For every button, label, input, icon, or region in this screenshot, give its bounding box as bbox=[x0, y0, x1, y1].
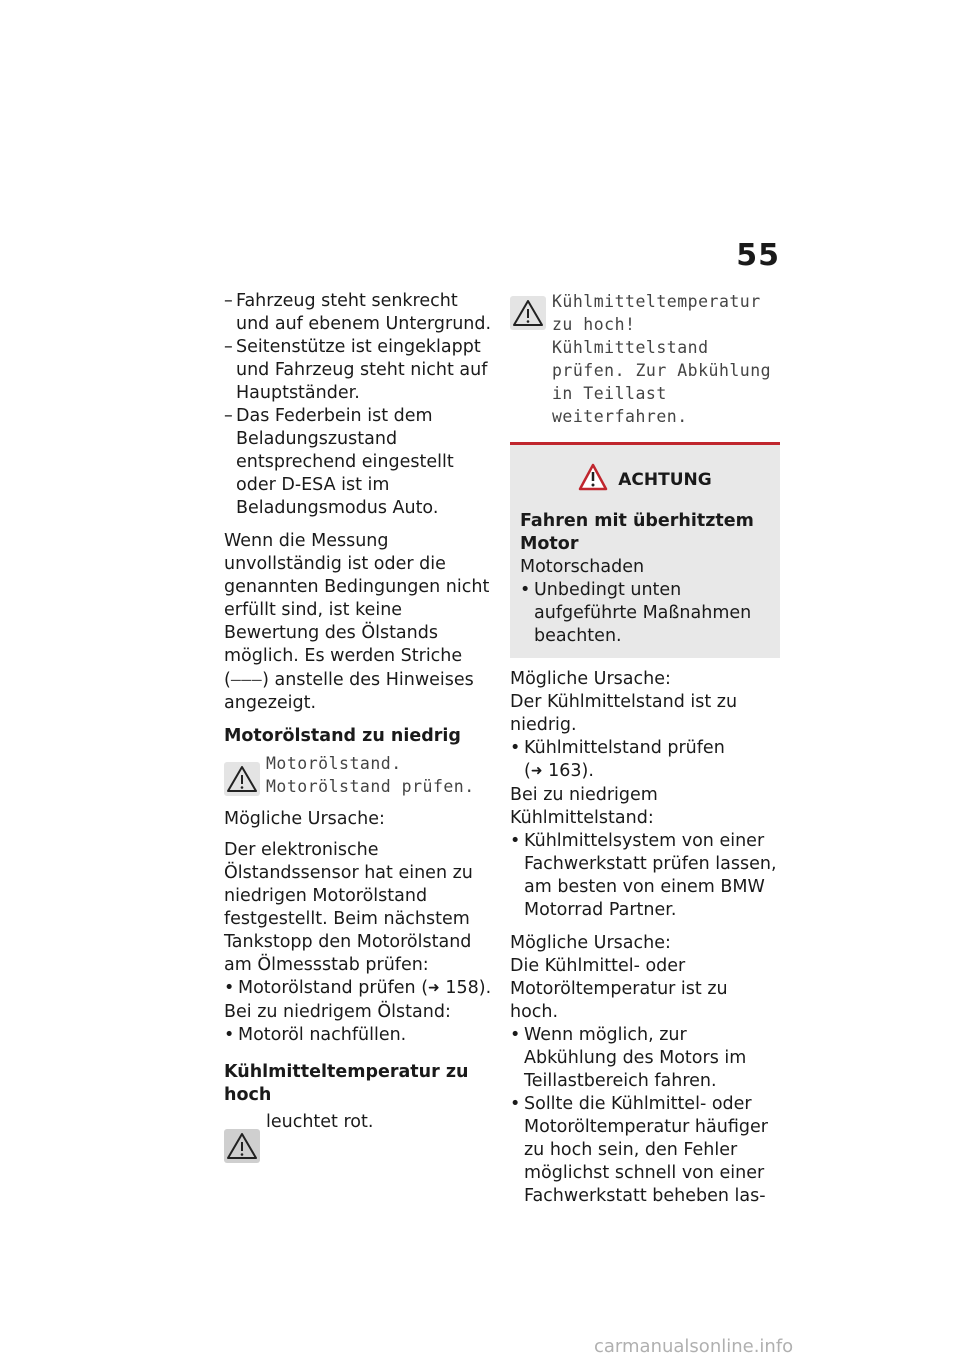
warning-box-header bbox=[520, 463, 770, 498]
warning-box-subheading: Fahren mit überhitztem Motor bbox=[520, 511, 754, 554]
section-heading-oil: Motorölstand zu niedrig bbox=[224, 726, 461, 746]
list-item: • Unbedingt unten aufgeführte Maßnahmen beachten. bbox=[520, 579, 770, 648]
list-item: • Motoröl nachfüllen. bbox=[224, 1024, 494, 1047]
warning-box-title: ACHTUNG bbox=[618, 470, 712, 490]
section-heading-coolant: Kühlmitteltemperatur zu hoch bbox=[224, 1062, 469, 1105]
cause-text: Der Kühlmittelstand ist zu niedrig. bbox=[510, 692, 738, 735]
list-item: • Kühlmittelsystem von einer Fachwerkstatt prüfen lassen, am besten von einem BMW Motorrad Partner. bbox=[510, 830, 780, 922]
reference-arrow-icon: ➜ bbox=[530, 763, 543, 779]
watermark: carmanualsonline.info bbox=[594, 1336, 794, 1357]
paragraph-text: Wenn die Messung unvollständig ist oder die genannten Bedingungen nicht erfüllt sind, ist keine Bewertung des Ölstands möglich. Es werden Striche ( bbox=[224, 531, 490, 690]
page-number: 55 bbox=[736, 238, 780, 273]
cause-label: Mögliche Ursache: bbox=[510, 669, 671, 689]
low-oil-label: Bei zu niedrigem Ölstand: bbox=[224, 1002, 451, 1022]
cause-text: Der elektronische Ölstandssensor hat einen zu niedrigen Motorölstand festgestellt. Beim nächstem Tankstopp den Motorölstand am Ölmessstab prüfen: bbox=[224, 840, 473, 975]
measurement-paragraph bbox=[224, 530, 494, 715]
list-item: – Seitenstütze ist eingeklappt und Fahrzeug steht nicht auf Hauptständer. bbox=[224, 336, 494, 405]
list-item-text: Kühlmittelstand prüfen bbox=[524, 738, 725, 758]
warning-box bbox=[510, 442, 780, 658]
left-column bbox=[224, 290, 494, 1163]
cause-label: Mögliche Ursache: bbox=[224, 809, 385, 829]
list-item: – Das Federbein ist dem Beladungszustand entsprechend eingestellt oder D-ESA ist im Beladungsmodus Auto. bbox=[224, 405, 494, 520]
oil-display-row bbox=[224, 752, 494, 798]
page-reference: 163). bbox=[548, 761, 594, 781]
list-item: – Fahrzeug steht senkrecht und auf ebenem Untergrund. bbox=[224, 290, 494, 336]
list-item bbox=[224, 977, 494, 1001]
low-coolant-label: Bei zu niedrigem Kühlmittelstand: bbox=[510, 785, 658, 828]
warning-triangle-icon bbox=[578, 463, 608, 498]
list-item: • Kühlmittelstand prüfen (➜ 163). bbox=[510, 737, 780, 784]
display-message: Kühlmitteltemperatur zu hoch! Kühlmittelstand prüfen. Zur Abkühlung in Teillast weiterfahren. bbox=[552, 292, 772, 426]
coolant-light-row bbox=[224, 1111, 494, 1163]
paragraph-text: ) anstelle des Hinweises angezeigt. bbox=[224, 670, 474, 713]
list-item: • Wenn möglich, zur Abkühlung des Motors im Teillastbereich fahren. bbox=[510, 1024, 780, 1093]
page-reference: 158). bbox=[445, 978, 492, 998]
coolant-display-row bbox=[510, 290, 780, 428]
reference-arrow-icon: ➜ bbox=[428, 980, 440, 996]
warning-triangle-icon bbox=[224, 762, 260, 796]
warning-triangle-icon bbox=[510, 296, 546, 330]
warning-box-consequence: Motorschaden bbox=[520, 557, 645, 577]
display-message: Motorölstand. Motorölstand prüfen. bbox=[266, 754, 475, 796]
right-column bbox=[510, 290, 780, 1208]
cause-label: Mögliche Ursache: bbox=[510, 933, 671, 953]
display-dashes: ––– bbox=[230, 670, 263, 689]
list-item-text: Motorölstand prüfen ( bbox=[238, 978, 429, 998]
cause-text: Die Kühlmittel- oder Motoröltemperatur ist zu hoch. bbox=[510, 956, 728, 1022]
list-item: • Sollte die Kühlmittel- oder Motoröltemperatur häufiger zu hoch sein, den Fehler möglichst schnell von einer Fachwerkstatt beheben las- bbox=[510, 1093, 780, 1208]
light-status-text: leuchtet rot. bbox=[266, 1112, 374, 1132]
warning-triangle-icon bbox=[224, 1129, 260, 1163]
